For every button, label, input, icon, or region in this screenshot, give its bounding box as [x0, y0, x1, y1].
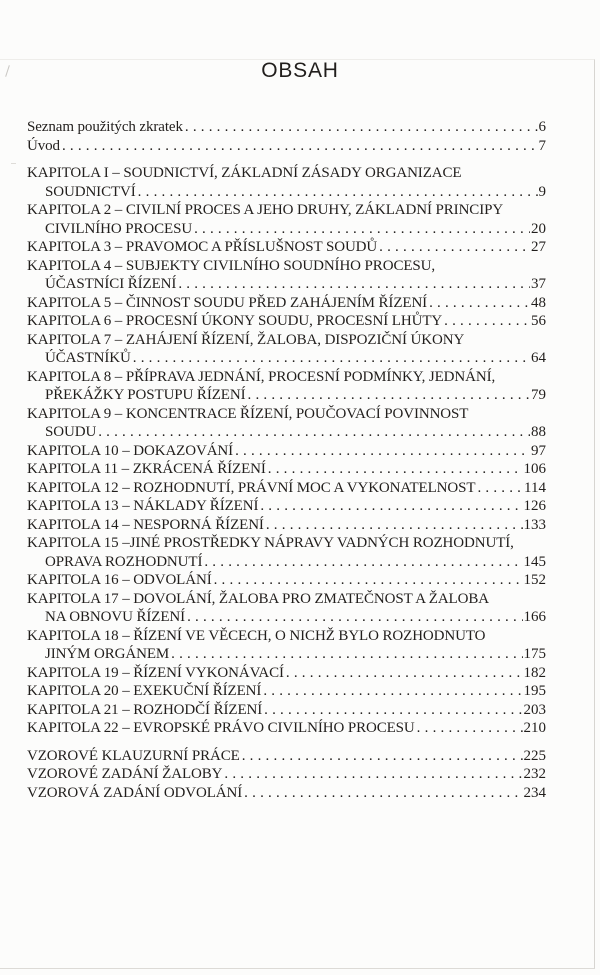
toc-line: [27, 627, 546, 646]
toc-line: [27, 386, 546, 405]
toc-entry-title: KAPITOLA I – SOUDNICTVÍ, ZÁKLADNÍ ZÁSADY ORGANIZACE: [27, 165, 462, 181]
scan-artifact: [11, 163, 16, 164]
toc-entry: [27, 442, 546, 461]
toc-line: [27, 257, 546, 276]
toc-entry-title: KAPITOLA 17 – DOVOLÁNÍ, ŽALOBA PRO ZMATEČNOST A ŽALOBA: [27, 590, 489, 607]
toc-entry: [27, 701, 546, 720]
dot-leader: [475, 479, 523, 498]
toc-entry-title: KAPITOLA 11 – ZKRÁCENÁ ŘÍZENÍ: [27, 461, 266, 477]
toc-entry: [27, 516, 546, 535]
toc-entry-title: SOUDNICTVÍ: [45, 183, 136, 200]
toc-entry-title: ÚČASTNÍKŮ: [45, 350, 131, 366]
toc-entry-title: CIVILNÍHO PROCESU: [45, 220, 193, 237]
toc-line: [27, 137, 546, 156]
dot-leader: [169, 645, 522, 664]
dot-leader: [176, 275, 530, 294]
toc-entry-title: KAPITOLA 15 –JINÉ PROSTŘEDKY NÁPRAVY VADNÝCH ROZHODNUTÍ,: [27, 535, 514, 551]
toc-entry-title: KAPITOLA 4 – SUBJEKTY CIVILNÍHO SOUDNÍHO PROCESU,: [27, 257, 436, 274]
toc-entry: [27, 294, 546, 313]
dot-leader: [192, 220, 530, 239]
dot-leader: [427, 294, 530, 313]
toc-entry-title: KAPITOLA 13 – NÁKLADY ŘÍZENÍ: [27, 498, 259, 514]
toc-line: [27, 220, 546, 239]
toc-entry: [27, 664, 546, 683]
dot-leader: [131, 349, 530, 368]
toc-line: [27, 294, 546, 313]
toc-line: [27, 118, 546, 137]
toc-line: [27, 183, 546, 202]
toc-entry: [27, 331, 546, 368]
toc-entry: [27, 765, 546, 784]
toc-line: [27, 312, 546, 331]
toc-entry: [27, 368, 546, 405]
toc-line: [27, 719, 546, 738]
toc-line: [27, 608, 546, 627]
toc-page-number: 152: [523, 572, 546, 588]
toc-entry-title: KAPITOLA 20 – EXEKUČNÍ ŘÍZENÍ: [27, 683, 262, 699]
dot-leader: [261, 682, 522, 701]
toc-entry: [27, 784, 546, 803]
toc-entry: [27, 164, 546, 201]
toc-entry: [27, 719, 546, 738]
toc-entry-title: OPRAVA ROZHODNUTÍ: [45, 553, 203, 570]
toc-page-number: 20: [531, 220, 546, 237]
toc-line: [27, 553, 546, 572]
dot-leader: [96, 423, 530, 442]
dot-leader: [415, 719, 523, 738]
toc-entry-title: KAPITOLA 10 – DOKAZOVÁNÍ: [27, 442, 234, 459]
toc-line: [27, 590, 546, 609]
toc-entry-title: JINÝM ORGÁNEM: [45, 646, 170, 662]
dot-leader: [233, 442, 530, 461]
toc-line: [27, 516, 546, 535]
toc-page-number: 97: [531, 442, 546, 459]
toc-line: [27, 368, 546, 387]
toc-entry: [27, 590, 546, 627]
toc-line: [27, 331, 546, 350]
toc-line: [27, 765, 546, 784]
toc-entry-title: SOUDU: [45, 424, 97, 440]
dot-leader: [185, 608, 522, 627]
dot-leader: [262, 701, 522, 720]
toc-page-number: 48: [531, 294, 546, 311]
toc-page-number: 106: [523, 461, 546, 477]
toc-line: [27, 275, 546, 294]
toc-entry: [27, 257, 546, 294]
dot-leader: [246, 386, 531, 405]
toc-line: [27, 349, 546, 368]
toc-page-number: 133: [523, 516, 546, 533]
toc-page-number: 9: [538, 183, 546, 200]
toc-page-number: 126: [523, 498, 546, 514]
toc-entry: [27, 118, 546, 137]
toc-page-number: 145: [523, 553, 546, 570]
toc-entry-title: KAPITOLA 5 – ČINNOST SOUDU PŘED ZAHÁJENÍM ŘÍZENÍ: [27, 294, 428, 311]
dot-leader: [377, 238, 530, 257]
toc-line: [27, 405, 546, 424]
toc-line: [27, 442, 546, 461]
toc-line: [27, 201, 546, 220]
dot-leader: [258, 497, 522, 516]
toc-entry-title: VZOROVÉ KLAUZURNÍ PRÁCE: [27, 747, 240, 764]
toc-page-number: 225: [523, 747, 546, 764]
toc-entry: [27, 137, 546, 156]
toc-entry-title: KAPITOLA 3 – PRAVOMOC A PŘÍSLUŠNOST SOUDŮ: [27, 239, 378, 255]
toc-line: [27, 784, 546, 803]
toc-page-number: 56: [531, 313, 546, 329]
toc-page-number: 6: [538, 119, 546, 135]
toc-entry: [27, 682, 546, 701]
toc-entry: [27, 534, 546, 571]
dot-leader: [212, 571, 523, 590]
dot-leader: [60, 137, 538, 156]
toc-line: [27, 534, 546, 553]
dot-leader: [266, 460, 523, 479]
toc-page-number: 175: [523, 646, 546, 662]
toc-page-number: 203: [523, 701, 546, 718]
toc-entry-title: KAPITOLA 21 – ROZHODČÍ ŘÍZENÍ: [27, 701, 263, 718]
toc-entry-title: KAPITOLA 19 – ŘÍZENÍ VYKONÁVACÍ: [27, 664, 284, 681]
toc-entry-title: PŘEKÁŽKY POSTUPU ŘÍZENÍ: [45, 387, 246, 403]
toc-line: [27, 664, 546, 683]
toc-entry: [27, 627, 546, 664]
toc-entry-title: KAPITOLA 16 – ODVOLÁNÍ: [27, 572, 212, 588]
toc-page-number: 114: [524, 479, 546, 496]
dot-leader: [284, 664, 523, 683]
toc-line: [27, 645, 546, 664]
dot-leader: [264, 516, 523, 535]
toc-entry-title: KAPITOLA 9 – KONCENTRACE ŘÍZENÍ, POUČOVACÍ POVINNOST: [27, 405, 469, 422]
toc-line: [27, 701, 546, 720]
toc-page-number: 232: [523, 766, 546, 782]
toc-entry: [27, 460, 546, 479]
dot-leader: [202, 553, 522, 572]
toc-entry-title: KAPITOLA 8 – PŘÍPRAVA JEDNÁNÍ, PROCESNÍ PODMÍNKY, JEDNÁNÍ,: [27, 368, 496, 385]
toc-entry-title: Seznam použitých zkratek: [27, 119, 183, 135]
toc-entry-title: NA OBNOVU ŘÍZENÍ: [45, 609, 186, 625]
toc-page-number: 166: [523, 609, 546, 625]
toc-page-number: 79: [531, 387, 546, 403]
toc-entry-title: ÚČASTNÍCI ŘÍZENÍ: [45, 276, 177, 292]
toc-entry-title: KAPITOLA 6 – PROCESNÍ ÚKONY SOUDU, PROCESNÍ LHŮTY: [27, 313, 443, 329]
dot-leader: [442, 312, 530, 331]
dot-leader: [240, 747, 523, 766]
toc-entry: [27, 312, 546, 331]
toc-entry: [27, 479, 546, 498]
toc-page-number: 210: [523, 720, 546, 736]
toc-line: [27, 164, 546, 183]
dot-leader: [242, 784, 522, 803]
toc-line: [27, 238, 546, 257]
toc-entry: [27, 405, 546, 442]
toc-page-number: 7: [538, 137, 546, 154]
toc-entry-title: KAPITOLA 7 – ZAHÁJENÍ ŘÍZENÍ, ŽALOBA, DISPOZIČNÍ ÚKONY: [27, 331, 465, 348]
toc-entry: [27, 497, 546, 516]
toc-entry-title: KAPITOLA 18 – ŘÍZENÍ VE VĚCECH, O NICHŽ BYLO ROZHODNUTO: [27, 627, 486, 644]
toc-entry: [27, 571, 546, 590]
toc-entry-title: Úvod: [27, 137, 60, 154]
toc-entry-title: VZOROVÉ ZADÁNÍ ŽALOBY: [27, 766, 223, 782]
toc-entry-title: KAPITOLA 12 – ROZHODNUTÍ, PRÁVNÍ MOC A VYKONATELNOST: [27, 479, 476, 496]
toc-line: [27, 747, 546, 766]
toc-line: [27, 571, 546, 590]
toc-page-number: 27: [531, 239, 546, 255]
toc-line: [27, 479, 546, 498]
toc-page-number: 182: [523, 664, 546, 681]
toc-line: [27, 682, 546, 701]
toc-entry-title: KAPITOLA 14 – NESPORNÁ ŘÍZENÍ: [27, 516, 264, 533]
toc-list: [27, 118, 546, 802]
toc-page-number: 88: [531, 424, 546, 440]
toc-page-number: 234: [523, 784, 546, 801]
toc-entry-title: KAPITOLA 2 – CIVILNÍ PROCES A JEHO DRUHY, ZÁKLADNÍ PRINCIPY: [27, 202, 504, 218]
toc-page-number: 37: [531, 276, 546, 292]
toc-entry-title: VZOROVÁ ZADÁNÍ ODVOLÁNÍ: [27, 784, 243, 801]
toc-entry-title: KAPITOLA 22 – EVROPSKÉ PRÁVO CIVILNÍHO PROCESU: [27, 720, 415, 736]
dot-leader: [222, 765, 522, 784]
toc-entry: [27, 238, 546, 257]
toc-page-number: 195: [523, 683, 546, 699]
toc-line: [27, 497, 546, 516]
toc-line: [27, 423, 546, 442]
page-title: OBSAH: [261, 59, 339, 82]
toc-line: [27, 460, 546, 479]
dot-leader: [183, 118, 538, 137]
toc-entry: [27, 201, 546, 238]
toc-page-number: 64: [531, 350, 546, 366]
dot-leader: [136, 183, 538, 202]
toc-entry: [27, 747, 546, 766]
